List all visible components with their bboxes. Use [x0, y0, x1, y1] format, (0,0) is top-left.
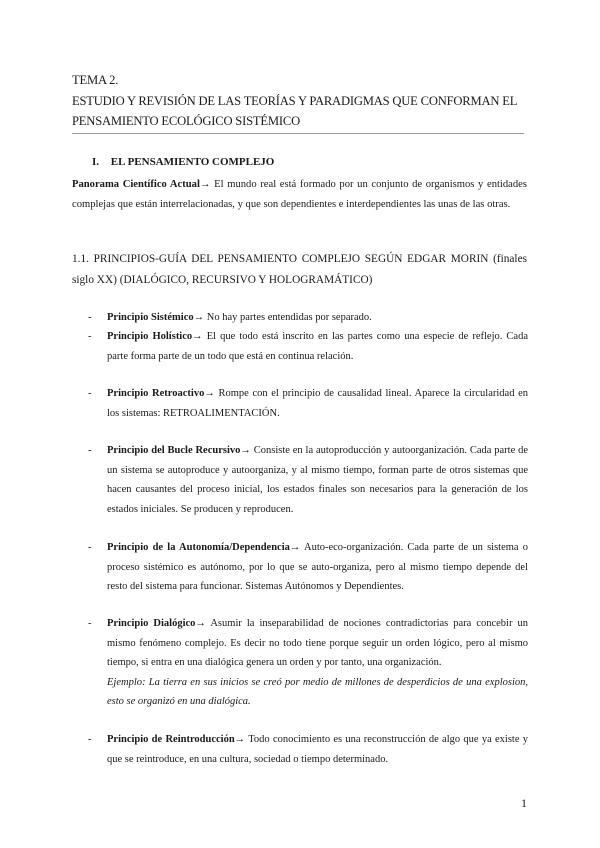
list-dash: - [88, 542, 92, 553]
principle-arrow: → [193, 312, 205, 323]
principle-item [88, 441, 528, 519]
section-title: EL PENSAMIENTO COMPLEJO [110, 156, 275, 168]
principle-example: Ejemplo: La tierra en sus inicios se creó por medio de millones de desperdicios de una explosion, esto se organizó en una dialógica. [107, 676, 528, 707]
principle-item [88, 384, 528, 423]
list-dash: - [88, 388, 92, 399]
panorama-arrow: → [199, 179, 211, 190]
principle-item [88, 308, 528, 328]
topic-number: TEMA 2. [72, 73, 119, 87]
principle-arrow: → [234, 734, 246, 745]
list-dash: - [88, 734, 92, 745]
list-dash: - [88, 445, 92, 456]
principle-arrow: → [192, 331, 203, 342]
principle-item [88, 730, 528, 769]
principle-arrow: → [240, 445, 251, 456]
principle-label: Principio de Reintroducción [107, 734, 235, 745]
section-heading [92, 156, 274, 168]
list-dash: - [88, 331, 92, 342]
principle-arrow: → [195, 618, 206, 629]
principle-arrow: → [289, 542, 301, 553]
principle-text: Auto-eco-organización. Cada parte de un sistema o proceso sistémico es autónomo, por lo que se auto-organiza, pero al mismo tiempo depende del resto del sistema para funcionar. Sistemas Autónomos y Dependientes. [107, 542, 529, 592]
principle-text: Asumir la inseparabilidad de nociones contradictorias para concebir un mismo fenómeno complejo. Es decir no todo tiene porque seguir un orden lógico, pero al mismo tiempo, si entra en una dialógica genera un orden y por tanto, una organización. [107, 618, 528, 668]
principle-label: Principio Holístico [107, 331, 193, 342]
principle-text: No hay partes entendidas por separado. [204, 312, 372, 323]
header-divider [72, 133, 524, 134]
principle-label: Principio Retroactivo [107, 388, 205, 399]
principle-label: Principio del Bucle Recursivo [107, 445, 241, 456]
principle-item [88, 327, 528, 366]
topic-title-line-2: PENSAMIENTO ECOLÓGICO SISTÉMICO [72, 114, 300, 128]
topic-title-line-1: ESTUDIO Y REVISIÓN DE LAS TEORÍAS Y PARADIGMAS QUE CONFORMAN EL [72, 93, 518, 108]
document-header [72, 70, 532, 132]
principle-text: Todo conocimiento es una reconstrucción de algo que ya existe y que se reintroduce, en una cultura, sociedad o tiempo determinado. [107, 734, 528, 765]
list-dash: - [88, 618, 92, 629]
subsection-heading: 1.1. PRINCIPIOS-GUÍA DEL PENSAMIENTO COMPLEJO SEGÚN EDGAR MORIN (finales siglo XX) (DIALÓGICO, RECURSIVO Y HOLOGRAMÁTICO) [72, 253, 527, 286]
panorama-text: El mundo real está formado por un conjunto de organismos y entidades complejas que están interrelacionadas, y que son dependientes e interdependientes las unas de las otras. [72, 179, 527, 210]
page-number: 1 [521, 796, 527, 810]
panorama-label: Panorama Científico Actual [72, 179, 200, 190]
list-dash: - [88, 312, 92, 323]
principle-label: Principio Dialógico [107, 618, 196, 629]
principle-text: El que todo está inscrito en las partes como una especie de reflejo. Cada parte forma parte de un todo que está en continua relación. [107, 331, 529, 362]
principle-text: Consiste en la autoproducción y autoorganización. Cada parte de un sistema se autoproduce y autoorganiza, y al mismo tiempo, forman parte de otros sistemas que hacen causantes del proceso inicial, los estados finales son necesarios para la generación de los estados iniciales. Se producen y reproducen. [107, 445, 528, 515]
panorama-paragraph [72, 175, 527, 215]
principle-item [88, 538, 528, 597]
principle-arrow: → [204, 388, 215, 399]
section-number: I. [92, 156, 100, 168]
principle-text: Rompe con el principio de causalidad lineal. Aparece la circularidad en los sistemas: RETROALIMENTACIÓN. [107, 388, 528, 419]
principle-label: Principio Sistémico [107, 312, 194, 323]
principle-item [88, 614, 528, 712]
principle-label: Principio de la Autonomía/Dependencia [107, 542, 290, 553]
